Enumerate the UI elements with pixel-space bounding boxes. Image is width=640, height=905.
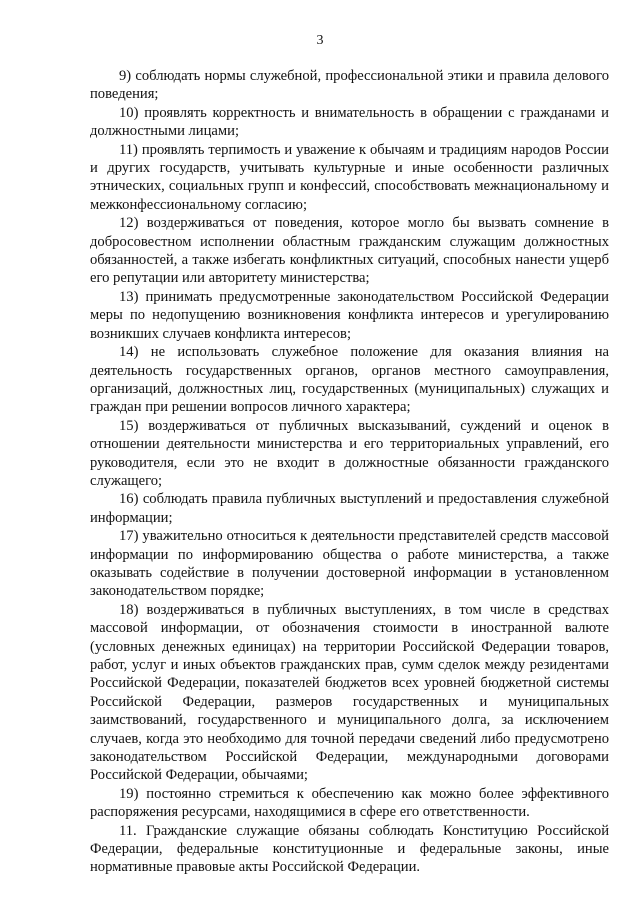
list-item-13: 13) принимать предусмотренные законодательством Российской Федерации меры по недопущению возникновения конфликта интересов и урегулированию возникших случаев конфликта интересов; (90, 288, 609, 342)
list-item-10: 10) проявлять корректность и внимательность в обращении с гражданами и должностными лицами; (90, 104, 609, 140)
list-item-19: 19) постоянно стремиться к обеспечению как можно более эффективного распоряжения ресурсами, находящимися в сфере его ответственности. (90, 785, 609, 821)
page-number: 3 (316, 33, 324, 48)
list-item-14: 14) не использовать служебное положение для оказания влияния на деятельность государственных органов, органов местного самоуправления, организаций, должностных лиц, государственных (муниципальных) служащих и граждан при решении вопросов личного характера; (90, 344, 609, 416)
list-item-16: 16) соблюдать правила публичных выступлений и предоставления служебной информации; (90, 491, 609, 526)
section-11-paragraph: 11. Гражданские служащие обязаны соблюдать Конституцию Российской Федерации, федеральные конституционные и федеральные законы, иные нормативные правовые акты Российской Федерации. (90, 822, 609, 876)
list-item-15: 15) воздерживаться от публичных высказываний, суждений и оценок в отношении деятельности министерства и его территориальных управлений, его руководителя, если это не входит в должностные обязанности гражданского служащего; (90, 417, 609, 489)
list-item-18: 18) воздерживаться в публичных выступлениях, в том числе в средствах массовой информации, от обозначения стоимости в иностранной валюте (условных денежных единицах) на территории Российской Федерации товаров, работ, услуг и иных объектов гражданских прав, сумм сделок между резидентами Российской Федерации, показателей бюджетов всех уровней бюджетной системы Российской Федерации, размеров государственных и муниципальных заимствований, государственного и муниципального долга, за исключением случаев, когда это необходимо для точной передачи сведений либо предусмотрено законодательством Российской Федерации, международными договорами Российской Федерации, обычаями; (90, 601, 609, 784)
list-item-12: 12) воздерживаться от поведения, которое могло бы вызвать сомнение в добросовестном исполнении областным гражданским служащим должностных обязанностей, а также избегать конфликтных ситуаций, способных нанести ущерб его репутации или авторитету министерства; (90, 215, 609, 287)
list-item-11: 11) проявлять терпимость и уважение к обычаям и традициям народов России и других государств, учитывать культурные и иные особенности различных этнических, социальных групп и конфессий, способствовать межнациональному и межконфессиональному согласию; (90, 141, 609, 213)
list-item-17: 17) уважительно относиться к деятельности представителей средств массовой информации по информированию общества о работе министерства, а также оказывать содействие в получении достоверной информации в установленном законодательством порядке; (90, 528, 609, 600)
document-body (90, 67, 609, 877)
list-item-9: 9) соблюдать нормы служебной, профессиональной этики и правила делового поведения; (90, 68, 609, 103)
